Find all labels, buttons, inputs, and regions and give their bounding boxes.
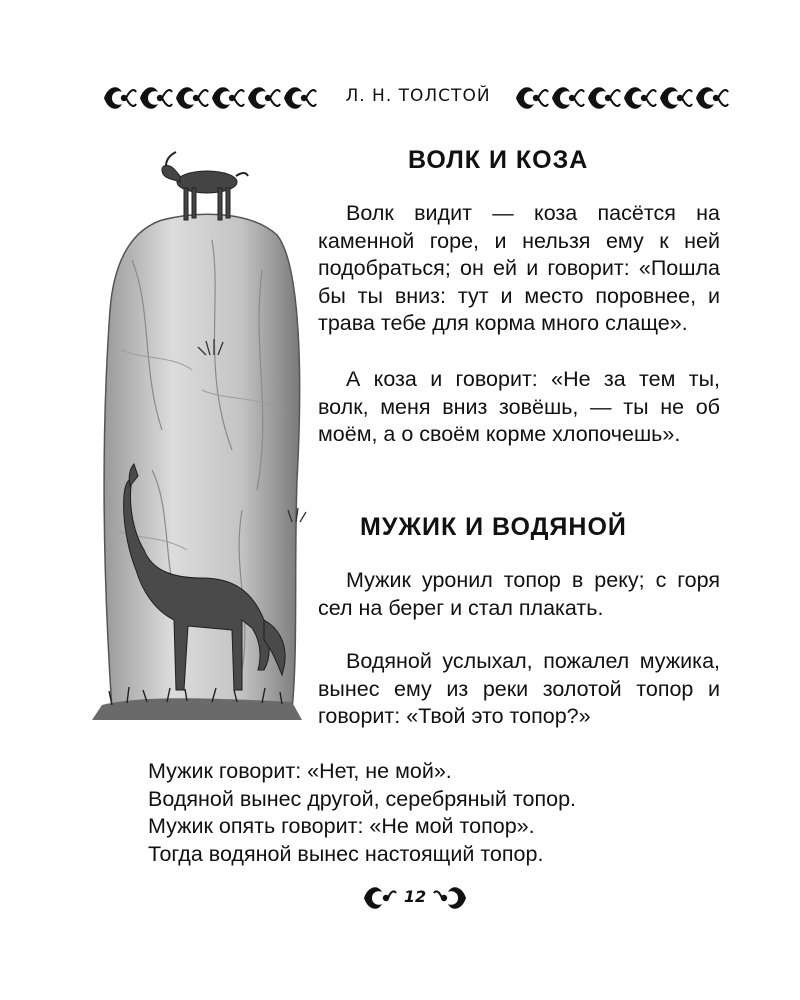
story1-paragraph-2: А коза и говорит: «Не за тем ты, волк, меня вниз зовёшь, — ты не об моём, а о своём корме хлопочешь». (318, 367, 720, 446)
story2-line-1: Мужик говорит: «Нет, не мой». (148, 759, 452, 783)
story2-title: МУЖИК И ВОДЯНОЙ (360, 513, 627, 541)
page-footer (360, 878, 470, 918)
story1-title: ВОЛК И КОЗА (408, 146, 589, 174)
story2-line-2: Водяной вынес другой, серебряный топор. (148, 786, 577, 811)
floral-ornament-left-icon (100, 78, 320, 118)
story2-paragraph-1: Мужик уронил топор в реку; с горя сел на берег и стал плакать. (318, 568, 720, 620)
page-number: 12 (403, 887, 427, 906)
story1-paragraph-1: Волк видит — коза пасётся на каменной горе, и нельзя ему к ней подобраться; он ей и говорит: «Пошла бы ты вниз: тут и место поровнее, и трава тебе для корма много слаще». (318, 201, 720, 335)
footer-ornament-left-icon (360, 878, 398, 918)
story2-paragraph-2: Водяной услыхал, пожалел мужика, вынес ему из реки золотой топор и говорит: «Твой это топор?» (318, 649, 720, 728)
running-header (100, 78, 730, 118)
floral-ornament-right-icon (512, 78, 730, 118)
story2-dialogue (148, 758, 728, 868)
wolf-goat-rock-illustration-icon (92, 150, 312, 730)
footer-ornament-right-icon (432, 878, 470, 918)
header-author: Л. Н. ТОЛСТОЙ (345, 86, 491, 106)
story2-line-4: Тогда водяной вынес настоящий топор. (148, 841, 544, 866)
story2-line-3: Мужик опять говорит: «Не мой топор». (148, 814, 535, 838)
